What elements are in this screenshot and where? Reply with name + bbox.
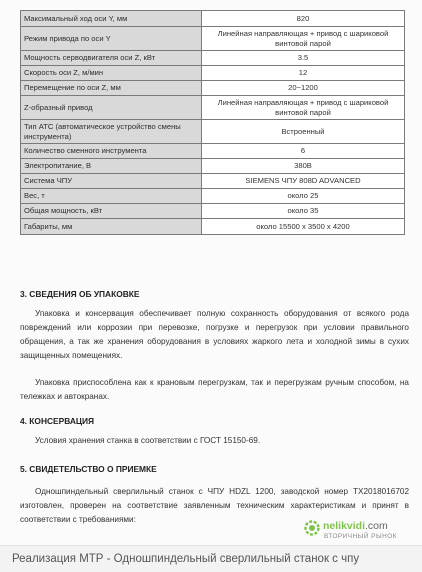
acceptance-paragraph: Одношпиндельный сверлильный станок с ЧПУ HDZL 1200, заводской номер TX2018016702 изготовлен, проверен на соответствие заявленным техническим характеристикам и принят в соответствии с требованиями:	[20, 487, 409, 524]
spec-row	[21, 159, 405, 174]
spec-value: 380В	[202, 159, 405, 174]
spec-row	[21, 51, 405, 66]
spec-key: Скорость оси Z, м/мин	[21, 66, 202, 81]
spec-value: около 35	[202, 204, 405, 219]
spec-key: Система ЧПУ	[21, 174, 202, 189]
spec-value: SIEMENS ЧПУ 808D ADVANCED	[202, 174, 405, 189]
spec-row	[21, 81, 405, 96]
spec-value: около 15500 х 3500 х 4200	[202, 219, 405, 235]
spec-value: 12	[202, 66, 405, 81]
spec-row	[21, 66, 405, 81]
spec-table	[20, 10, 405, 235]
spec-row	[21, 27, 405, 51]
watermark-tagline: ВТОРИЧНЫЙ РЫНОК	[324, 533, 397, 540]
section-heading-packaging: 3. СВЕДЕНИЯ ОБ УПАКОВКЕ	[20, 289, 140, 299]
spec-key: Режим привода по оси Y	[21, 27, 202, 51]
spec-value: 20~1200	[202, 81, 405, 96]
conservation-paragraph: Условия хранения станка в соответствии с ГОСТ 15150-69.	[35, 436, 261, 445]
spec-row	[21, 96, 405, 120]
spec-row	[21, 189, 405, 204]
section-heading-acceptance: 5. СВИДЕТЕЛЬСТВО О ПРИЕМКЕ	[20, 464, 157, 474]
spec-key: Тип АТС (автоматическое устройство смены инструмента)	[21, 120, 202, 144]
spec-value: 3.5	[202, 51, 405, 66]
spec-key: Перемещение по оси Z, мм	[21, 81, 202, 96]
spec-key: Вес, т	[21, 189, 202, 204]
spec-value: Линейная направляющая + привод с шариковой винтовой парой	[202, 96, 405, 120]
section-heading-conservation: 4. КОНСЕРВАЦИЯ	[20, 416, 95, 426]
spec-key: Количество сменного инструмента	[21, 144, 202, 159]
spec-key: Мощность серводвигателя оси Z, кВт	[21, 51, 202, 66]
spec-row	[21, 144, 405, 159]
spec-key: Электропитание, В	[21, 159, 202, 174]
spec-value: 6	[202, 144, 405, 159]
watermark-brand: nelikvidi.com	[323, 520, 388, 532]
spec-value: Линейная направляющая + привод с шариковой винтовой парой	[202, 27, 405, 51]
packaging-paragraph-1: Упаковка и консервация обеспечивает полную сохранность оборудования от всякого рода повреждений или коррозии при перевозке, погрузке и перегрузок при условии правильного обращения, а так же хранения оборудования в условиях жаркого лета и холодной зимы в сухих защищенных помещениях.	[20, 309, 409, 360]
spec-row	[21, 120, 405, 144]
spec-row	[21, 204, 405, 219]
spec-key: Общая мощность, кВт	[21, 204, 202, 219]
spec-value: около 25	[202, 189, 405, 204]
spec-row	[21, 174, 405, 189]
gear-leaf-icon	[303, 519, 321, 537]
packaging-paragraph-2: Упаковка приспособлена как к крановым перегрузкам, так и перегрузкам ручным способом, на тележках и автокранах.	[20, 378, 409, 401]
spec-key: Габариты, мм	[21, 219, 202, 235]
spec-value: 820	[202, 11, 405, 27]
spec-row	[21, 219, 405, 235]
spec-key: Z-образный привод	[21, 96, 202, 120]
spec-key: Максимальный ход оси Y, мм	[21, 11, 202, 27]
nelikvidi-watermark	[303, 518, 415, 546]
footer-text: Реализация МТР - Одношпиндельный сверлильный станок с чпу	[12, 553, 360, 565]
footer-caption	[0, 545, 422, 572]
spec-row	[21, 11, 405, 27]
spec-value: Встроенный	[202, 120, 405, 144]
